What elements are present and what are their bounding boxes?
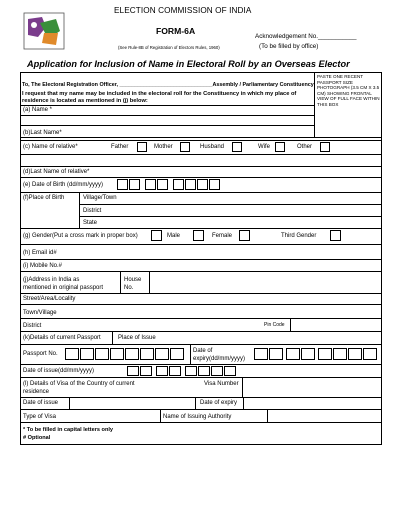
acknowledgement-note: (To be filled by office) — [259, 43, 319, 50]
address-label-1: (j)Address in India as — [23, 277, 80, 283]
passport-details-label: (k)Details of current Passport — [23, 335, 101, 341]
visa-date-issue-label: Date of issue — [23, 400, 59, 406]
third-gender-label: Third Gender — [281, 233, 317, 239]
passport-char-box[interactable] — [80, 348, 94, 360]
wife-checkbox[interactable] — [275, 142, 285, 152]
visa-authority-label: Name of Issuing Authority — [163, 414, 232, 420]
dob-label: (e) Date of Birth (dd/mm/yyyy) — [23, 182, 104, 188]
visa-details-label-2: residence — [23, 389, 50, 395]
dob-char-box[interactable] — [145, 179, 156, 190]
name-label: (a) Name * — [23, 107, 53, 113]
passport-char-box[interactable] — [110, 348, 124, 360]
visa-type-label: Type of Visa — [23, 414, 56, 420]
form-number: FORM-6A — [156, 26, 196, 36]
male-checkbox[interactable] — [193, 230, 204, 241]
place-of-birth-label: (f)Place of Birth — [23, 195, 65, 201]
father-checkbox[interactable] — [137, 142, 147, 152]
passport-char-box[interactable] — [170, 348, 184, 360]
form-title: Application for Inclusion of Name in Electoral Roll by an Overseas Elector — [27, 59, 350, 69]
visa-details-label-1: (l) Details of Visa of the Country of current — [23, 381, 135, 387]
eci-logo — [20, 7, 68, 55]
ballot-hand-icon — [20, 7, 68, 55]
issue-char-box[interactable] — [156, 366, 168, 376]
third-gender-checkbox[interactable] — [330, 230, 341, 241]
dob-char-box[interactable] — [129, 179, 140, 190]
district-label: District — [83, 208, 102, 214]
issue-char-box[interactable] — [169, 366, 181, 376]
expiry-char-box[interactable] — [363, 348, 377, 360]
gender-box[interactable] — [151, 230, 162, 241]
passport-char-box[interactable] — [65, 348, 79, 360]
mother-checkbox[interactable] — [180, 142, 190, 152]
issue-char-box[interactable] — [185, 366, 197, 376]
last-name-label: (b)Last Name* — [23, 130, 62, 136]
date-issue-label: Date of issue(dd/mm/yyyy) — [23, 368, 95, 374]
mobile-label: (i) Mobile No.# — [23, 263, 63, 269]
passport-char-box[interactable] — [155, 348, 169, 360]
male-label: Male — [167, 233, 181, 239]
state-label: State — [83, 220, 98, 226]
other-checkbox[interactable] — [320, 142, 330, 152]
passport-char-box[interactable] — [125, 348, 139, 360]
expiry-char-box[interactable] — [301, 348, 315, 360]
house-label-1: House — [124, 277, 142, 283]
date-expiry-label-1: Date of — [193, 348, 213, 354]
issue-char-box[interactable] — [211, 366, 223, 376]
date-expiry-label-2: expiry(dd/mm/yyyy) — [193, 356, 246, 362]
wife-label: Wife — [258, 144, 270, 150]
husband-checkbox[interactable] — [232, 142, 242, 152]
email-label: (h) Email id# — [23, 250, 57, 256]
passport-no-label: Passport No. — [23, 351, 58, 357]
visa-date-expiry-label: Date of expiry — [200, 400, 238, 406]
pin-code-label: Pin Code — [264, 322, 285, 328]
female-checkbox[interactable] — [239, 230, 250, 241]
acknowledgement-label: Acknowledgement No.___________ — [255, 33, 357, 40]
rule-note: (See Rule-8B of Registration of Electors Rules, 1960) — [118, 45, 220, 50]
dob-char-box[interactable] — [173, 179, 184, 190]
relative-last-name-label: (d)Last Name of relative* — [23, 169, 90, 175]
dob-char-box[interactable] — [117, 179, 128, 190]
issue-char-box[interactable] — [198, 366, 210, 376]
request-line-2: residence is located as mentioned in (j) below: — [22, 98, 148, 104]
footer-note-capital: * To be filled in capital letters only — [23, 427, 114, 433]
dob-char-box[interactable] — [157, 179, 168, 190]
visa-number-label: Visa Number — [204, 381, 239, 387]
village-label: Village/Town — [83, 195, 117, 201]
dob-char-box[interactable] — [185, 179, 196, 190]
house-label-2: No. — [124, 285, 134, 291]
female-label: Female — [212, 233, 233, 239]
husband-label: Husband — [200, 144, 225, 150]
expiry-char-box[interactable] — [286, 348, 300, 360]
dob-char-box[interactable] — [197, 179, 208, 190]
request-line-1: I request that my name may be included in the electoral roll for the Constituency in which my place of — [22, 91, 297, 97]
expiry-char-box[interactable] — [348, 348, 362, 360]
footer-note-optional: # Optional — [23, 435, 51, 441]
name-input[interactable] — [56, 107, 314, 115]
passport-char-box[interactable] — [95, 348, 109, 360]
issue-char-box[interactable] — [224, 366, 236, 376]
address-label-2: mentioned in original passport — [23, 285, 104, 291]
place-of-issue-label: Place of Issue — [118, 335, 156, 341]
expiry-char-box[interactable] — [254, 348, 268, 360]
commission-name: ELECTION COMMISSION OF INDIA — [114, 6, 252, 15]
issue-char-box[interactable] — [140, 366, 152, 376]
gender-label: (g) Gender(Put a cross mark in proper box) — [23, 233, 138, 239]
addressee-line: To, The Electoral Registration Officer, _______________________________Assembly / Parliamentary Constituency — [22, 82, 314, 88]
expiry-char-box[interactable] — [269, 348, 283, 360]
expiry-char-box[interactable] — [318, 348, 332, 360]
district-2-label: District — [23, 323, 42, 329]
relative-name-label: (c) Name of relative* — [23, 144, 78, 150]
expiry-char-box[interactable] — [333, 348, 347, 360]
town-label: Town/Village — [23, 310, 57, 316]
passport-char-box[interactable] — [140, 348, 154, 360]
other-label: Other — [297, 144, 313, 150]
dob-char-box[interactable] — [209, 179, 220, 190]
issue-char-box[interactable] — [127, 366, 139, 376]
street-label: Street/Area/Locality — [23, 296, 76, 302]
photo-box[interactable]: PASTE ONE RECENT PASSPORT SIZE PHOTOGRAPH (3.5 CM X 3.5 CM) SHOWING FRONTAL VIEW OF FULL FACE WITHIN THIS BOX — [317, 74, 380, 107]
father-label: Father — [111, 144, 129, 150]
mother-label: Mother — [154, 144, 173, 150]
